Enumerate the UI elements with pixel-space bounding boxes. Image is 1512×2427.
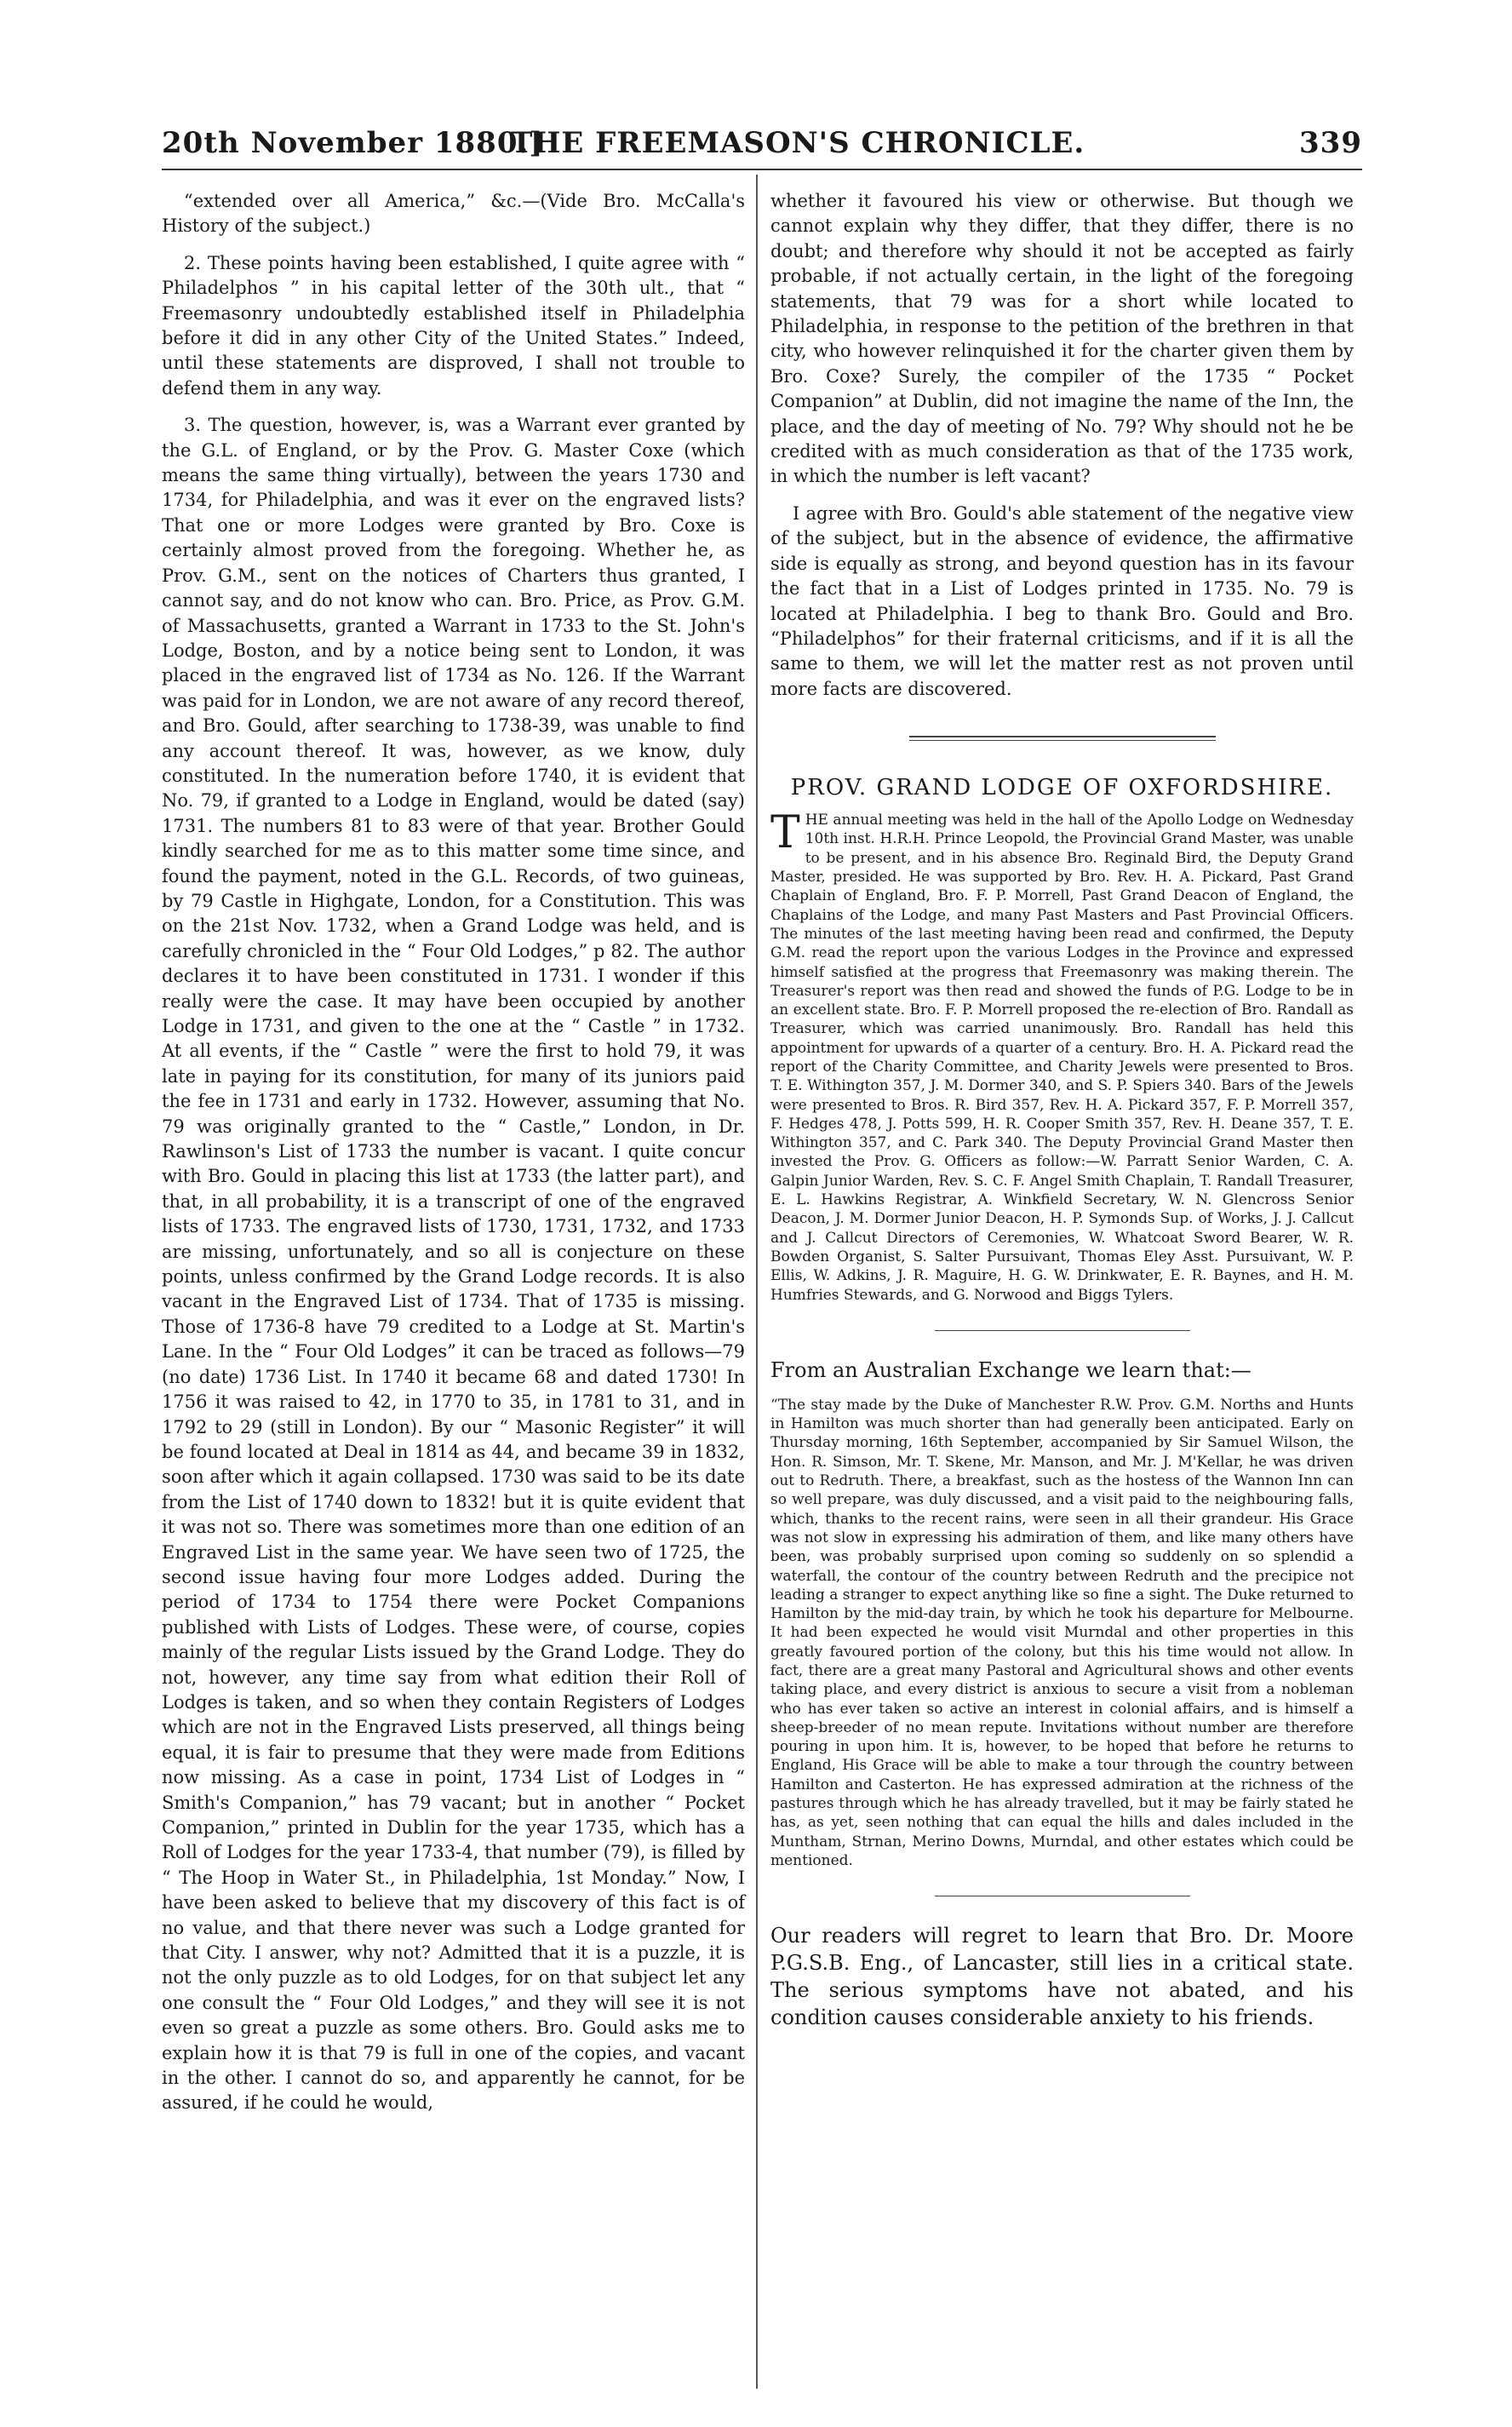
paragraph-quote: “extended over all America,” &c.—(Vide Bro. McCalla's History of the subject.) xyxy=(162,191,745,237)
oxfordshire-report-text: HE annual meeting was held in the hall of the Apollo Lodge on Wednesday 10th inst. H.R.H. Prince Leopold, the Provincial Grand Master, was unable to be present, and in his absence Bro. Reginald Bird, the Deputy Grand Master, presided. He was supported by Bro. Rev. H. A. Pickard, Past Grand Chaplain of England, Bro. F. P. Morrell, Past Grand Deacon of England, the Chaplains of the Lodge, and many Past Masters and Past Provincial Officers. The minutes of the last meeting having been read and confirmed, the Deputy G.M. read the report upon the various Lodges in the Province and expressed himself satisfied at the progress that Freemasonry was making therein. The Treasurer's report was then read and showed the funds of P.G. Lodge to be in an excellent state. Bro. F. P. Morrell proposed the re-election of Bro. Randall as Treasurer, which was carried unanimously. Bro. Randall has held this appointment for upwards of a quarter of a century. Bro. H. A. Pickard read the report of the Charity Committee, and Charity Jewels were presented to Bros. T. E. Withington 357, J. M. Dormer 340, and S. P. Spiers 340. Bars of the Jewels were presented to Bros. R. Bird 357, Rev. H. A. Pickard 357, F. P. Morrell 357, F. Hedges 478, J. Potts 599, H. R. Cooper Smith 357, Rev. H. Deane 357, T. E. Withington 357, and C. Park 340. The Deputy Provincial Grand Master then invested the Prov. G. Officers as follow:—W. Parratt Senior Warden, C. A. Galpin Junior Warden, Rev. S. C. F. Angel Smith Chaplain, T. Randall Treasurer, E. L. Hawkins Registrar, A. Winkfield Secretary, W. N. Glencross Senior Deacon, J. M. Dormer Junior Deacon, H. P. Symonds Sup. of Works, J. J. Callcut and J. Callcut Directors of Ceremonies, W. Whatcoat Sword Bearer, W. R. Bowden Organist, S. Salter Pursuivant, Thomas Eley Asst. Pursuivant, W. P. Ellis, W. Adkins, J. R. Maguire, H. G. W. Drinkwater, E. R. Baynes, and H. M. Humfries Stewards, and G. Norwood and Biggs Tylers. xyxy=(770,812,1354,1304)
article-divider xyxy=(935,1330,1190,1331)
paragraph-continued: whether it favoured his view or otherwise. But though we cannot explain why they differ, that they differ, there is no doubt; and therefore why should it not be accepted as fairly probable, if not actually certain, in the light of the foregoing statements, that 79 was for a short while located to Philadelphia, in response to the petition of the brethren in that city, who however relinquished it for the charter given them by Bro. Coxe? Surely, the compiler of the 1735 “ Pocket Companion” at Dublin, did not imagine the name of the Inn, the place, and the day of meeting of No. 79? Why should not he be credited with as much consideration as that of the 1735 work, in which the number is left vacant? xyxy=(770,191,1354,487)
left-column xyxy=(162,189,745,2128)
section-title-oxfordshire: PROV. GRAND LODGE OF OXFORDSHIRE. xyxy=(790,775,1334,801)
right-column xyxy=(770,189,1354,2043)
publication-title: THE FREEMASON'S CHRONICLE. xyxy=(511,126,1085,160)
issue-date: 20th November 1880.] xyxy=(162,126,544,160)
page-header xyxy=(162,126,1362,164)
drop-cap: T xyxy=(770,807,800,859)
section-divider xyxy=(909,736,1216,741)
oxfordshire-report xyxy=(770,807,1354,1305)
paragraph-negative-view: I agree with Bro. Gould's able statement of the negative view of the subject, but in the absence of evidence, the affirmative side is equally as strong, and beyond question has in its favour the fact that in a List of Lodges printed in 1735. No. 79 is located at Philadelphia. I beg to thank Bro. Gould and Bro. “Philadelphos” for their fraternal criticisms, and if it is all the same to them, we will let the matter rest as not proven until more facts are discovered. xyxy=(770,502,1354,699)
paragraph-2: 2. These points having been established, I quite agree with “ Philadelphos ” in his capital letter of the 30th ult., that “ Freemasonry undoubtedly established itself in Philadelphia before it did in any other City of the United States.” Indeed, until these statements are disproved, I shall not trouble to defend them in any way. xyxy=(162,252,745,399)
closing-notice: Our readers will regret to learn that Bro. Dr. Moore P.G.S.B. Eng., of Lancaster, still lies in a critical state. The serious symptoms have not abated, and his condition causes considerable anxiety to his friends. xyxy=(770,1924,1354,2030)
paragraph-3: 3. The question, however, is, was a Warrant ever granted by the G.L. of England, or by the Prov. G. Master Coxe (which means the same thing virtually), between the years 1730 and 1734, for Philadelphia, and was it ever on the engraved lists? That one or more Lodges were granted by Bro. Coxe is certainly almost proved from the foregoing. Whether he, as Prov. G.M., sent on the notices of Charters thus granted, I cannot say, and do not know who can. Bro. Price, as Prov. G.M. of Massachusetts, granted a Warrant in 1733 to the St. John's Lodge, Boston, and by a notice being sent to London, it was placed in the engraved list of 1734 as No. 126. If the Warrant was paid for in London, we are not aware of any record thereof, and Bro. Gould, after searching to 1738-39, was unable to find any account thereof. It was, however, as we know, duly constituted. In the numeration before 1740, it is evident that No. 79, if granted to a Lodge in England, would be dated (say) 1731. The numbers 81 to 83 were of that year. Brother Gould kindly searched for me as to this matter some time since, and found the payment, noted in the G.L. Records, of two guineas, by 79 Castle in Highgate, London, for a Constitution. This was on the 21st Nov. 1732, when a Grand Lodge was held, and is carefully chronicled in the “ Four Old Lodges,” p 82. The author declares it to have been constituted in 1731. I wonder if this really were the case. It may have been occupied by another Lodge in 1731, and given to the one at the “ Castle ” in 1732. At all events, if the “ Castle ” were the first to hold 79, it was late in paying for its constitution, for many of its juniors paid the fee in 1731 and early in 1732. However, assuming that No. 79 was originally granted to the “ Castle,” London, in Dr. Rawlinson's List of 1733 the number is vacant. I quite concur with Bro. Gould in placing this list at 1733 (the latter part), and that, in all probability, it is a transcript of one of the engraved lists of 1733. The engraved lists of 1730, 1731, 1732, and 1733 are missing, unfortunately, and so all is conjecture on these points, unless confirmed by the Grand Lodge records. It is also vacant in the Engraved List of 1734. That of 1735 is missing. Those of 1736-8 have 79 credited to a Lodge at St. Martin's Lane. In the “ Four Old Lodges” it can be traced as follows—79 (no date) 1736 List. In 1740 it became 68 and dated 1730! In 1756 it was raised to 42, in 1770 to 35, in 1781 to 31, and in 1792 to 29 (still in London). By our “ Masonic Register” it will be found located at Deal in 1814 as 44, and became 39 in 1832, soon after which it again collapsed. 1730 was said to be its date from the List of 1740 down to 1832! but it is quite evident that it was not so. There was sometimes more than one edition of an Engraved List in the same year. We have seen two of 1725, the second issue having four more Lodges added. During the period of 1734 to 1754 there were Pocket Companions published with Lists of Lodges. These were, of course, copies mainly of the regular Lists issued by the Grand Lodge. They do not, however, any time say from what edition their Roll of Lodges is taken, and so when they contain Registers of Lodges which are not in the Engraved Lists preserved, all things being equal, it is fair to presume that they were made from Editions now missing. As a case in point, 1734 List of Lodges in “ Smith's Companion,” has 79 vacant; but in another “ Pocket Companion,” printed in Dublin for the year 1735, which has a Roll of Lodges for the year 1733-4, that number (79), is filled by “ The Hoop in Water St., in Philadelphia, 1st Monday.” Now, I have been asked to believe that my discovery of this fact is of no value, and that there never was such a Lodge granted for that City. I answer, why not? Admitted that it is a puzzle, it is not the only puzzle as to old Lodges, for on that subject let any one consult the “ Four Old Lodges,” and they will see it is not even so great a puzzle as some others. Bro. Gould asks me to explain how it is that 79 is full in one of the copies, and vacant in the other. I cannot do so, and apparently he cannot, for be assured, if he could he would, xyxy=(162,415,745,2114)
header-rule xyxy=(162,169,1362,170)
page-number: 339 xyxy=(1299,126,1362,160)
column-divider xyxy=(756,175,758,2389)
australian-intro: From an Australian Exchange we learn that:— xyxy=(770,1357,1251,1382)
australian-exchange-text: “The stay made by the Duke of Manchester R.W. Prov. G.M. Norths and Hunts in Hamilton was much shorter than had generally been anticipated. Early on Thursday morning, 16th September, accompanied by Sir Samuel Wilson, the Hon. R. Simson, Mr. T. Skene, Mr. Manson, and Mr. J. M'Kellar, he was driven out to Redruth. There, a breakfast, such as the hostess of the Wannon Inn can so well prepare, was duly discussed, and a visit paid to the neighbouring falls, which, thanks to the recent rains, were seen in all their grandeur. His Grace was not slow in expressing his admiration of them, and like many others have been, was probably surprised upon coming so suddenly on so splendid a waterfall, the contour of the country between Redruth and the precipice not leading a stranger to expect anything like so fine a sight. The Duke returned to Hamilton by the mid-day train, by which he took his departure for Melbourne. It had been expected he would visit Murndal and other properties in this greatly favoured portion of the colony, but this his time would not allow. In fact, there are a great many Pastoral and Agricultural shows and other events taking place, and every district is anxious to secure a visit from a nobleman who has ever taken so active an interest in colonial affairs, and is himself a sheep-breeder of no mean repute. Invitations without number are therefore pouring in upon him. It is, however, to be hoped that before he returns to England, His Grace will be able to make a tour through the country between Hamilton and Casterton. He has expressed admiration at the richness of the pastures through which he has already travelled, but it may be fairly stated he has, as yet, seen nothing that can equal the hills and dales included in the Muntham, Strnan, Merino Downs, Murndal, and other estates which could be mentioned. xyxy=(770,1396,1354,1869)
